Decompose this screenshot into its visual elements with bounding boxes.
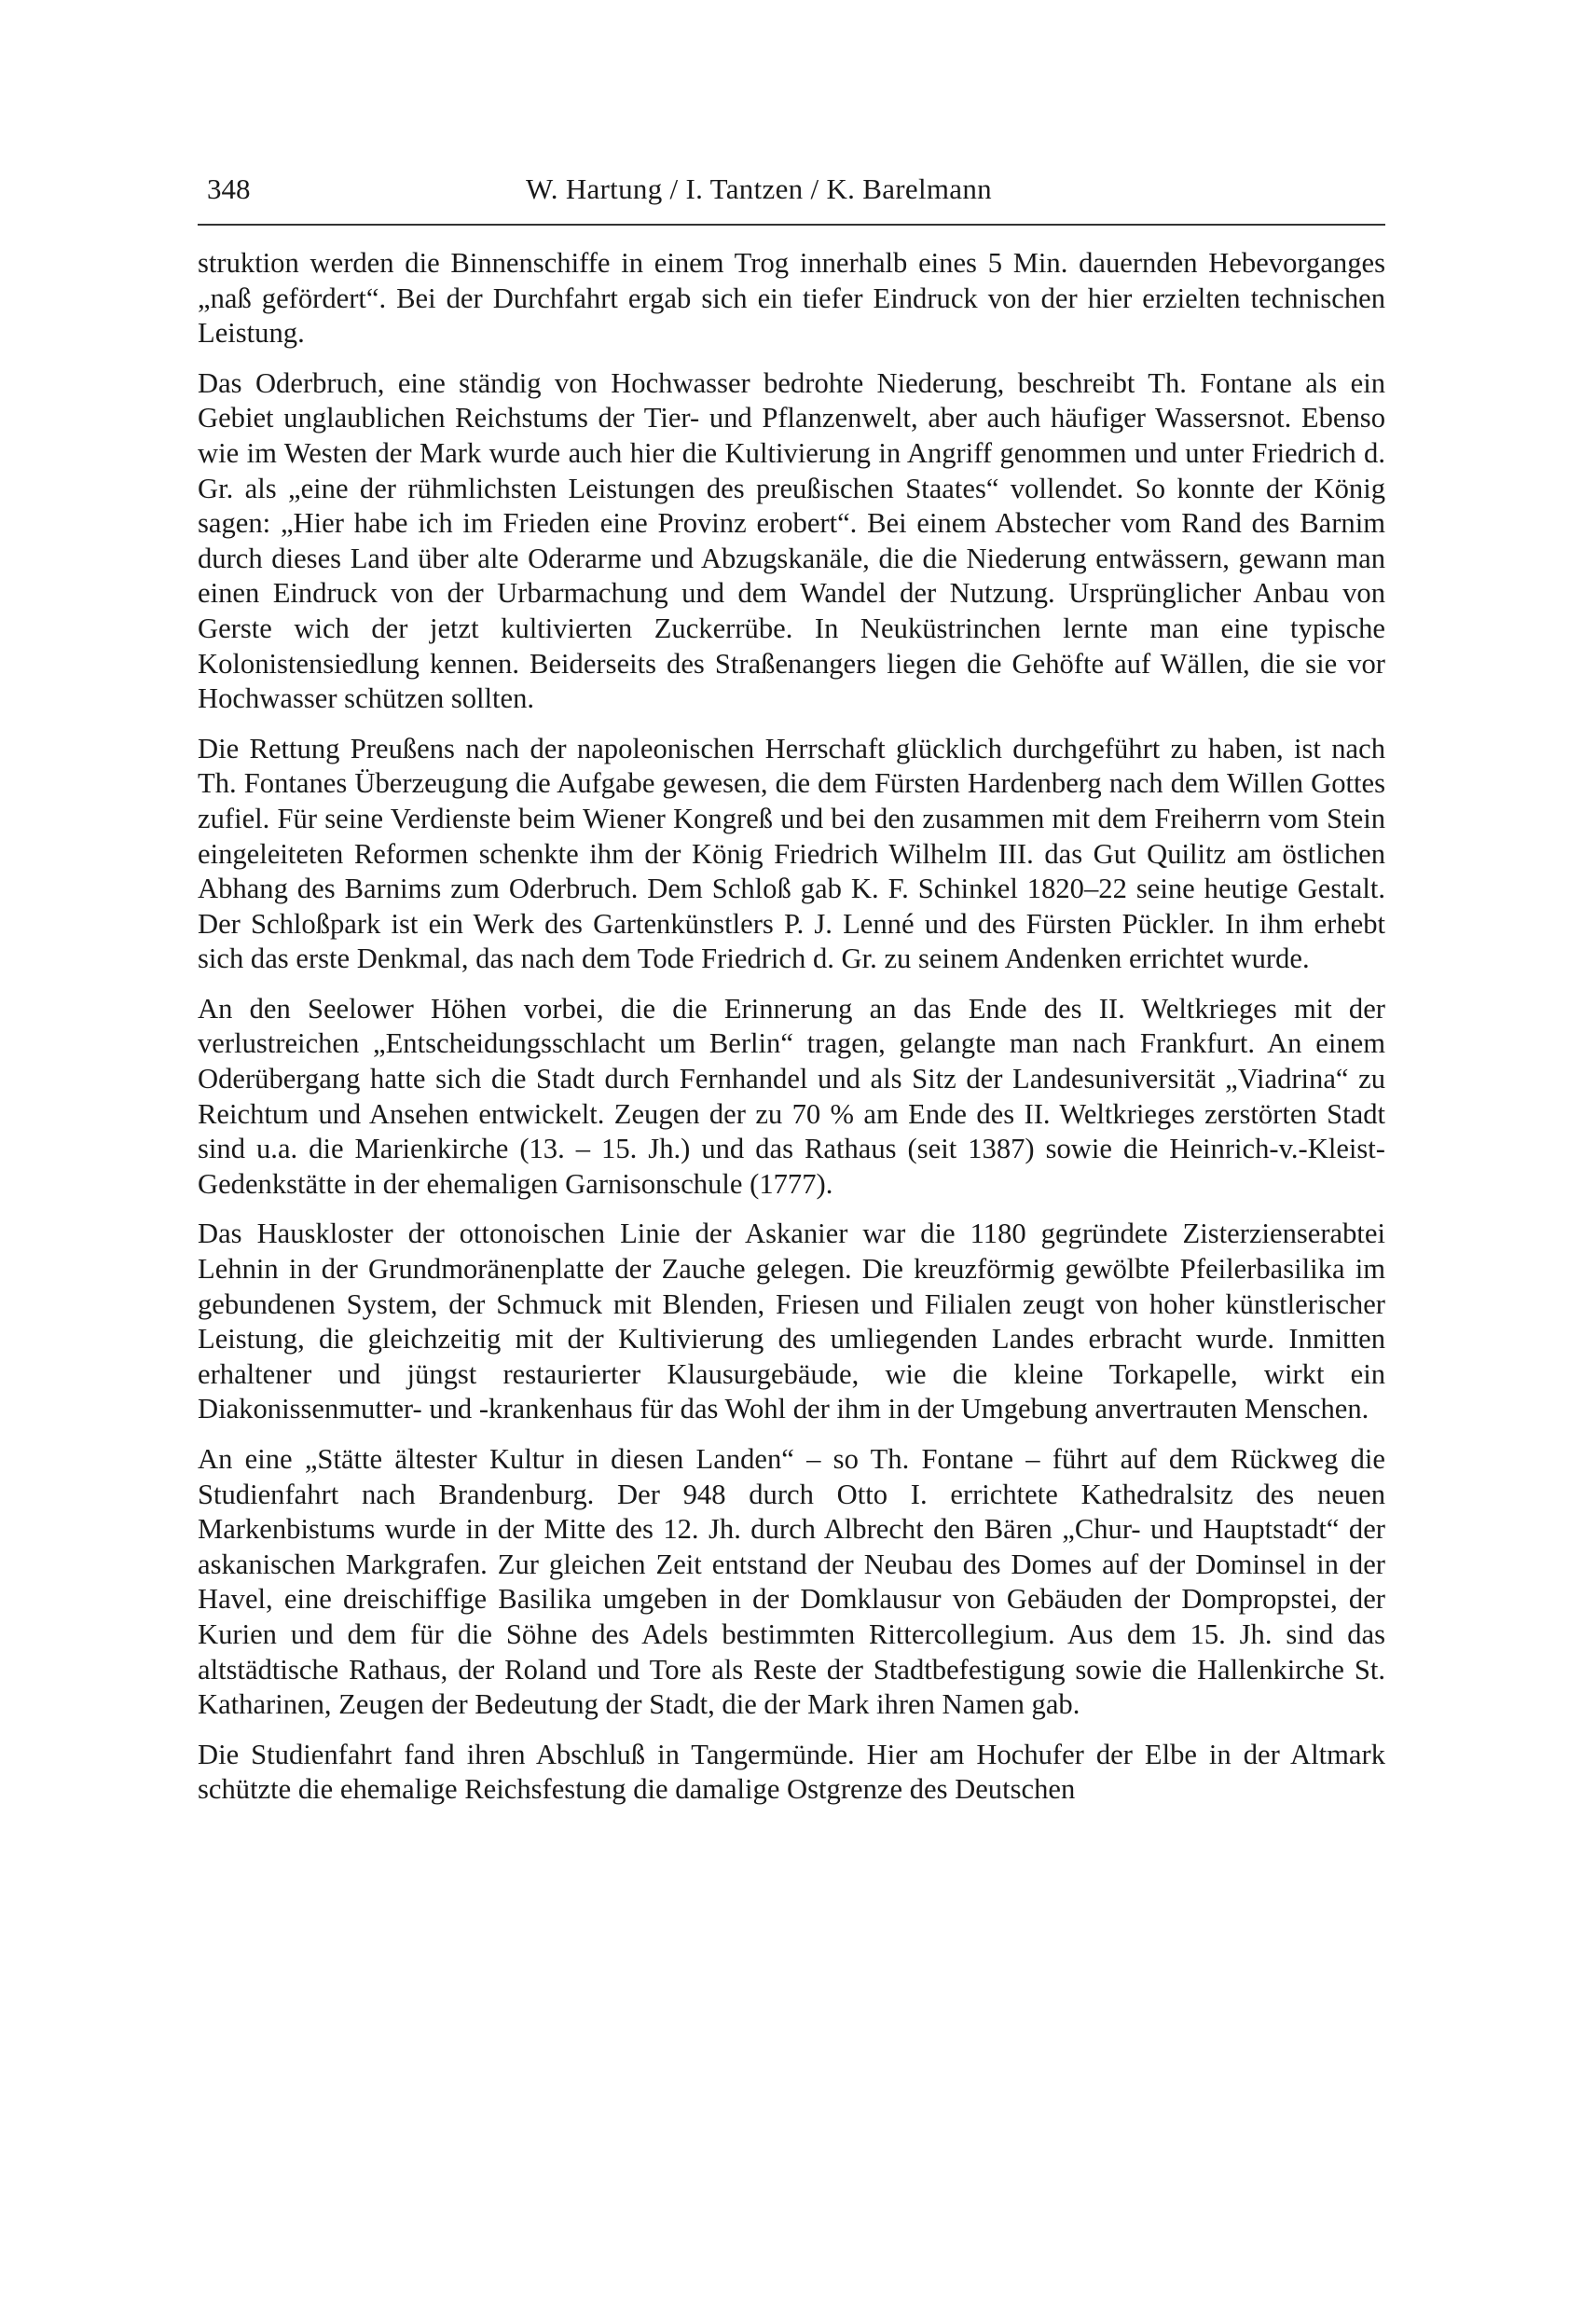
- document-page: [198, 166, 1385, 1823]
- paragraph-5: Das Hauskloster der ottonoischen Linie der Askanier war die 1180 gegründete Zisterzienserabtei Lehnin in der Grundmoränenplatte der Zauche gelegen. Die kreuzförmig gewölbte Pfeilerbasilika im gebundenen System, der Schmuck mit Blenden, Friesen und Filialen zeugt von hoher künstlerischer Leistung, die gleichzeitig mit der Kultivierung des umliegenden Landes erbracht wurde. Inmitten erhaltener und jüngst restaurierter Klausurgebäude, wie die kleine Torkapelle, wirkt ein Diakonissenmutter- und -krankenhaus für das Wohl der ihm in der Umgebung anvertrauten Menschen.: [198, 1218, 1385, 1425]
- paragraph-3: Die Rettung Preußens nach der napoleonischen Herrschaft glücklich durchgeführt zu haben, ist nach Th. Fontanes Überzeugung die Aufgabe gewesen, die dem Fürsten Hardenberg nach dem Willen Gottes zufiel. Für seine Verdienste beim Wiener Kongreß und bei den zusammen mit dem Freiherrn vom Stein eingeleiteten Reformen schenkte ihm der König Friedrich Wilhelm III. das Gut Quilitz am östlichen Abhang des Barnims zum Oderbruch. Dem Schloß gab K. F. Schinkel 1820–22 seine heutige Gestalt. Der Schloßpark ist ein Werk des Gartenkünstlers P. J. Lenné und des Fürsten Pückler. In ihm erhebt sich das erste Denkmal, das nach dem Tode Friedrich d. Gr. zu seinem Andenken errichtet wurde.: [198, 732, 1385, 975]
- body-text: [198, 246, 1385, 1808]
- paragraph-4: An den Seelower Höhen vorbei, die die Erinnerung an das Ende des II. Weltkrieges mit der verlustreichen „Entscheidungsschlacht um Berlin“ tragen, gelangte man nach Frankfurt. An einem Oderübergang hatte sich die Stadt durch Fernhandel und als Sitz der Landesuniversität „Viadrina“ zu Reichtum und Ansehen entwickelt. Zeugen der zu 70 % am Ende des II. Weltkrieges zerstörten Stadt sind u.a. die Marienkirche (13. – 15. Jh.) und das Rathaus (seit 1387) sowie die Heinrich-v.-Kleist-Gedenkstätte in der ehemaligen Garnisonschule (1777).: [198, 992, 1385, 1200]
- page-number: 348: [207, 172, 251, 205]
- header-rule: [198, 224, 1385, 226]
- paragraph-2: Das Oderbruch, eine ständig von Hochwasser bedrohte Niederung, beschreibt Th. Fontane als ein Gebiet unglaublichen Reichstums der Tier- und Pflanzenwelt, aber auch häufiger Wassersnot. Ebenso wie im Westen der Mark wurde auch hier die Kultivierung in Angriff genommen und unter Friedrich d. Gr. als „eine der rühmlichsten Leistungen des preußischen Staates“ vollendet. So konnte der König sagen: „Hier habe ich im Frieden eine Provinz erobert“. Bei einem Abstecher vom Rand des Barnim durch dieses Land über alte Oderarme und Abzugskanäle, die die Niederung entwässern, gewann man einen Eindruck von der Urbarmachung und dem Wandel der Nutzung. Ursprünglicher Anbau von Gerste wich der jetzt kultivierten Zuckerrübe. In Neuküstrinchen lernte man eine typische Kolonistensiedlung kennen. Beiderseits des Straßenangers liegen die Gehöfte auf Wällen, die sie vor Hochwasser schützen sollten.: [198, 366, 1385, 715]
- running-header: [198, 166, 1385, 213]
- paragraph-7: Die Studienfahrt fand ihren Abschluß in Tangermünde. Hier am Hochufer der Elbe in der Altmark schützte die ehemalige Reichsfestung die damalige Ostgrenze des Deutschen: [198, 1738, 1385, 1806]
- paragraph-1: struktion werden die Binnenschiffe in einem Trog innerhalb eines 5 Min. dauernden Hebevorganges „naß gefördert“. Bei der Durchfahrt ergab sich ein tiefer Eindruck von der hier erzielten technischen Leistung.: [198, 247, 1385, 350]
- header-authors: W. Hartung / I. Tantzen / K. Barelmann: [526, 172, 992, 205]
- paragraph-6: An eine „Stätte ältester Kultur in diesen Landen“ – so Th. Fontane – führt auf dem Rückweg die Studienfahrt nach Brandenburg. Der 948 durch Otto I. errichtete Kathedralsitz des neuen Markenbistums wurde in der Mitte des 12. Jh. durch Albrecht den Bären „Chur- und Hauptstadt“ der askanischen Markgrafen. Zur gleichen Zeit entstand der Neubau des Domes auf der Dominsel in der Havel, eine dreischiffige Basilika umgeben in der Domklausur von Gebäuden der Dompropstei, der Kurien und dem für die Söhne des Adels bestimmten Rittercollegium. Aus dem 15. Jh. sind das altstädtische Rathaus, der Roland und Tore als Reste der Stadtbefestigung sowie die Hallenkirche St. Katharinen, Zeugen der Bedeutung der Stadt, die der Mark ihren Namen gab.: [198, 1443, 1385, 1721]
